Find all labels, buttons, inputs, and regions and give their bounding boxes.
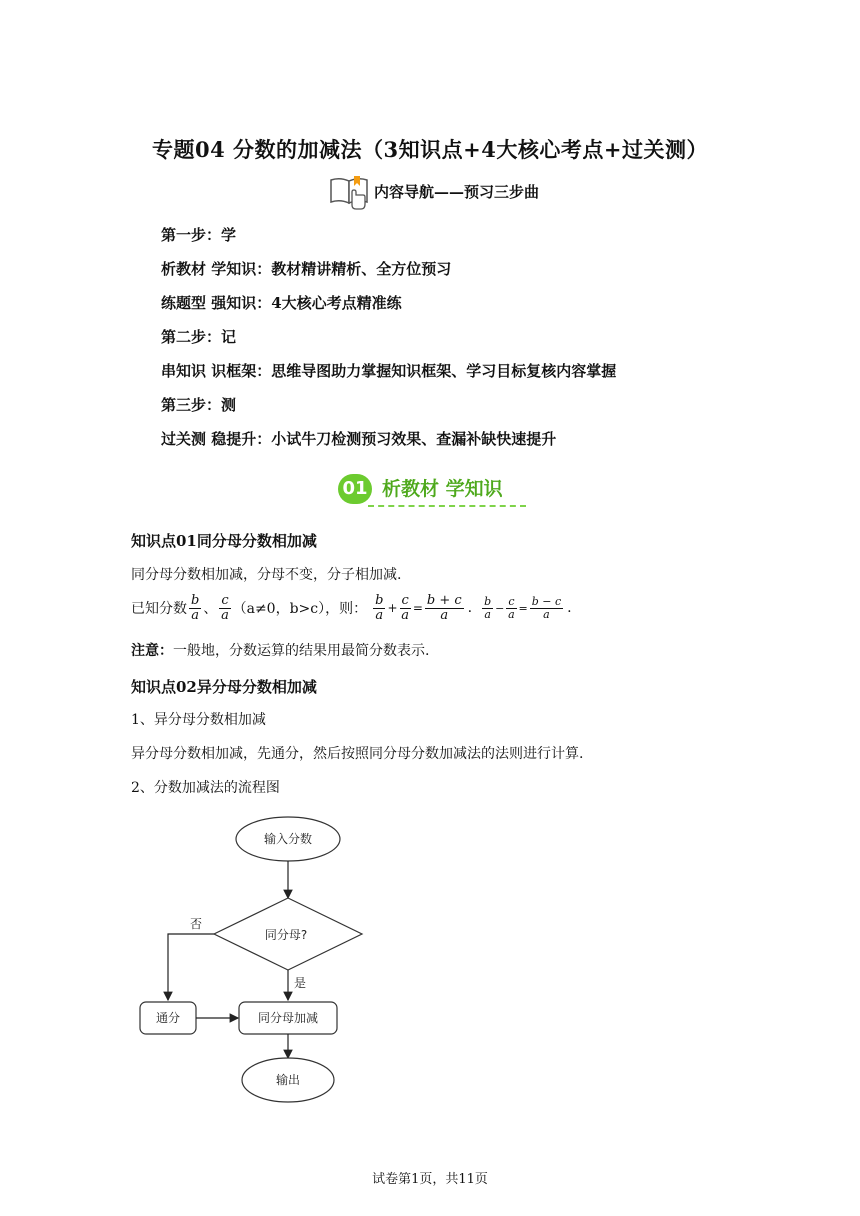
kp2-rule: 异分母分数相加减，先通分，然后按照同分母分数加减法的法则进行计算. <box>131 746 584 762</box>
step-1-item-1: 析教材 学知识：教材精讲精析、全方位预习 <box>161 260 452 278</box>
kp2-item-2: 2、分数加减法的流程图 <box>131 780 280 796</box>
note-label: 注意： <box>131 643 173 659</box>
kp1-condition: （a≠0，b>c），则： <box>232 601 368 618</box>
kp2-item-1: 1、异分母分数相加减 <box>131 712 266 728</box>
flow-start-label: 输入分数 <box>263 832 313 846</box>
flow-output-label: 输出 <box>275 1073 301 1087</box>
formula-sub-right: $\frac{c}{a}$ <box>508 595 515 621</box>
knowledge-point-1-heading: 知识点01同分母分数相加减 <box>131 532 317 550</box>
section-title: 析教材 学知识 <box>382 478 503 500</box>
formula-add-result: $\frac{b + c}{a}$ <box>426 593 462 623</box>
kp1-separator: 、 <box>203 601 218 618</box>
fraction-flowchart <box>130 812 370 1112</box>
step-2-item-1: 串知识 识框架：思维导图助力掌握知识框架、学习目标复核内容掌握 <box>161 362 617 380</box>
kp1-formula-line: 已知分数 $\frac{b}{a}$ 、 $\frac{c}{a}$ （a≠0，b>c），则： $\frac{b}{a}$ + $\frac{c}{a}$ = $\frac{b + c}{a}$ . $\frac{b}{a}$ − $\frac{c}{a}$ = $\frac{b - c}{a}$ . <box>131 593 572 623</box>
flow-process-label: 同分母加减 <box>257 1011 319 1025</box>
fraction-c-over-a: $\frac{c}{a}$ <box>221 593 229 623</box>
page-title: 专题04 分数的加减法（3知识点+4大核心考点+过关测） <box>152 137 708 162</box>
section-number: 01 <box>338 474 372 504</box>
book-pointer-icon <box>328 172 372 210</box>
kp1-note <box>131 640 429 660</box>
flow-decision-label: 同分母? <box>264 928 308 942</box>
flow-no-label: 否 <box>190 917 203 931</box>
formula-add-left: $\frac{b}{a}$ <box>375 593 384 623</box>
knowledge-point-2-heading: 知识点02异分母分数相加减 <box>131 678 317 696</box>
kp1-rule: 同分母分数相加减，分母不变，分子相加减. <box>131 567 402 583</box>
section-underline <box>368 505 526 507</box>
nav-label: 内容导航——预习三步曲 <box>374 182 540 201</box>
flow-yes-label: 是 <box>294 976 307 990</box>
step-1-item-2: 练题型 强知识：4大核心考点精准练 <box>161 294 402 312</box>
page-footer: 试卷第1页，共11页 <box>372 1172 488 1187</box>
step-2: 第二步：记 <box>161 328 237 346</box>
formula-sub-left: $\frac{b}{a}$ <box>484 595 492 621</box>
note-text: 一般地，分数运算的结果用最简分数表示. <box>173 643 430 659</box>
section-banner <box>338 472 528 512</box>
formula-add-right: $\frac{c}{a}$ <box>401 593 410 623</box>
flow-arrow-no <box>168 934 214 1000</box>
kp1-known-prefix: 已知分数 <box>131 601 187 618</box>
step-3-item-1: 过关测 稳提升：小试牛刀检测预习效果、查漏补缺快速提升 <box>161 430 557 448</box>
flow-tongfen-label: 通分 <box>155 1011 181 1025</box>
nav-heading <box>328 174 539 208</box>
step-3: 第三步：测 <box>161 396 237 414</box>
fraction-b-over-a: $\frac{b}{a}$ <box>191 593 200 623</box>
step-1: 第一步：学 <box>161 226 237 244</box>
formula-sub-result: $\frac{b - c}{a}$ <box>531 595 562 621</box>
